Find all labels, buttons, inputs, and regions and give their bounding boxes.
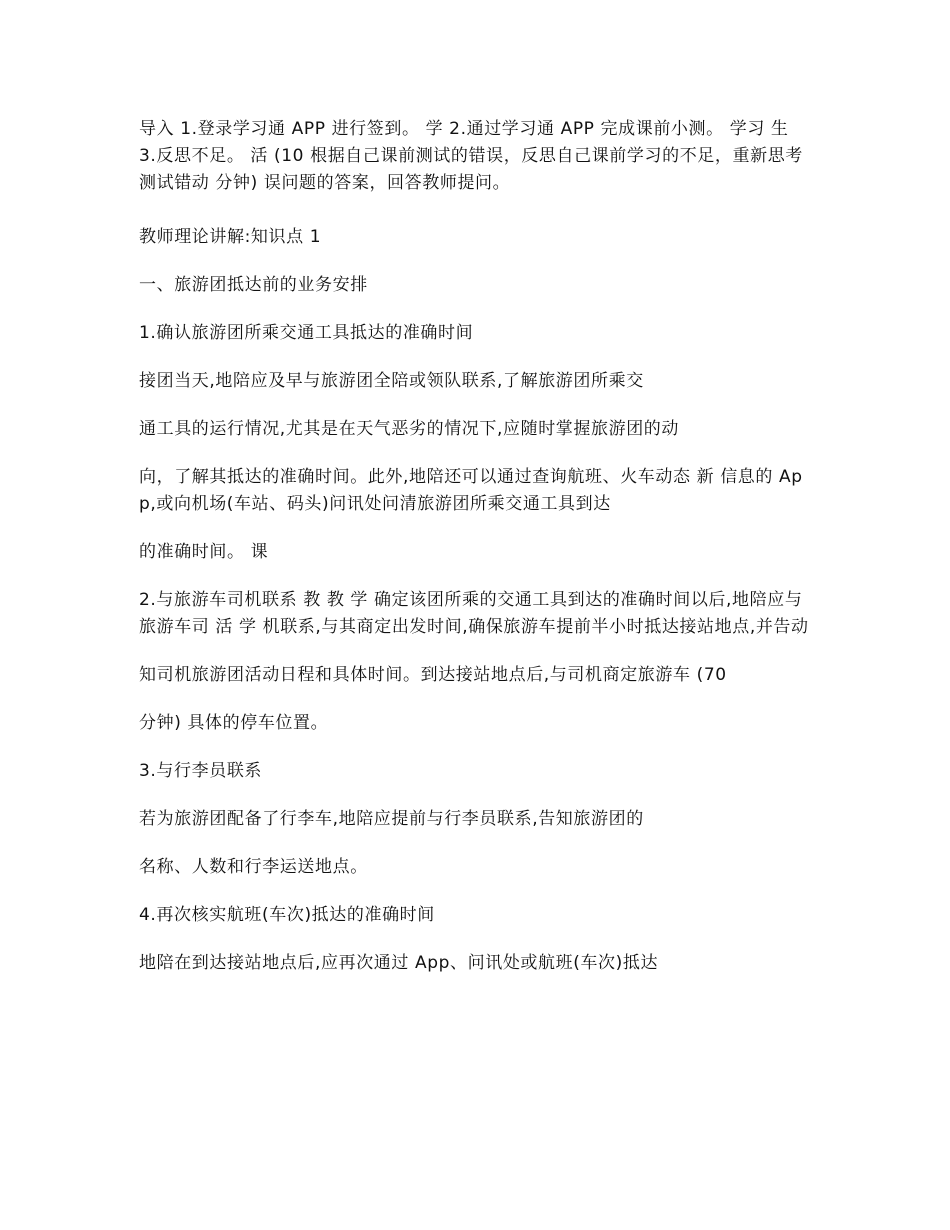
paragraph-lecture-heading: 教师理论讲解:知识点 1 (139, 227, 322, 247)
paragraph-item-3-text-b: 名称、人数和行李运送地点。 (139, 857, 368, 877)
paragraph-item-3-heading: 3.与行李员联系 (139, 761, 263, 781)
paragraph-item-1-text-c: 向，了解其抵达的准确时间。此外,地陪还可以通过查询航班、火车动态 新 信息的 App,或向机场(车站、码头)问讯处问清旅游团所乘交通工具到达 (139, 467, 803, 514)
paragraph-item-4-heading: 4.再次核实航班(车次)抵达的准确时间 (139, 905, 435, 925)
paragraph-item-2-text-b: 知司机旅游团活动日程和具体时间。到达接站地点后,与司机商定旅游车 (70 (139, 665, 727, 685)
paragraph-item-1-text-a: 接团当天,地陪应及早与旅游团全陪或领队联系,了解旅游团所乘交 (139, 371, 644, 391)
paragraph-intro-activity: 导入 1.登录学习通 APP 进行签到。 学 2.通过学习通 APP 完成课前小测。 学习 生 3.反思不足。 活 (10 根据自己课前测试的错误，反思自己课前学习的不足，重新思考测试错动 分钟) 误问题的答案，回答教师提问。 (139, 119, 803, 193)
paragraph-item-2-text-a: 2.与旅游车司机联系 教 教 学 确定该团所乘的交通工具到达的准确时间以后,地陪应与旅游车司 活 学 机联系,与其商定出发时间,确保旅游车提前半小时抵达接站地点,并告动 (139, 590, 809, 637)
paragraph-item-1-text-d: 的准确时间。 课 (139, 542, 269, 562)
paragraph-item-1-heading: 1.确认旅游团所乘交通工具抵达的准确时间 (139, 323, 474, 343)
document-body (139, 116, 811, 977)
paragraph-item-3-text-a: 若为旅游团配备了行李车,地陪应提前与行李员联系,告知旅游团的 (139, 809, 644, 829)
paragraph-item-1-text-b: 通工具的运行情况,尤其是在天气恶劣的情况下,应随时掌握旅游团的动 (139, 419, 680, 439)
paragraph-item-2-text-c: 分钟) 具体的停车位置。 (139, 713, 329, 733)
paragraph-section-heading: 一、旅游团抵达前的业务安排 (139, 275, 368, 295)
paragraph-item-4-text-a: 地陪在到达接站地点后,应再次通过 App、问讯处或航班(车次)抵达 (139, 953, 659, 973)
